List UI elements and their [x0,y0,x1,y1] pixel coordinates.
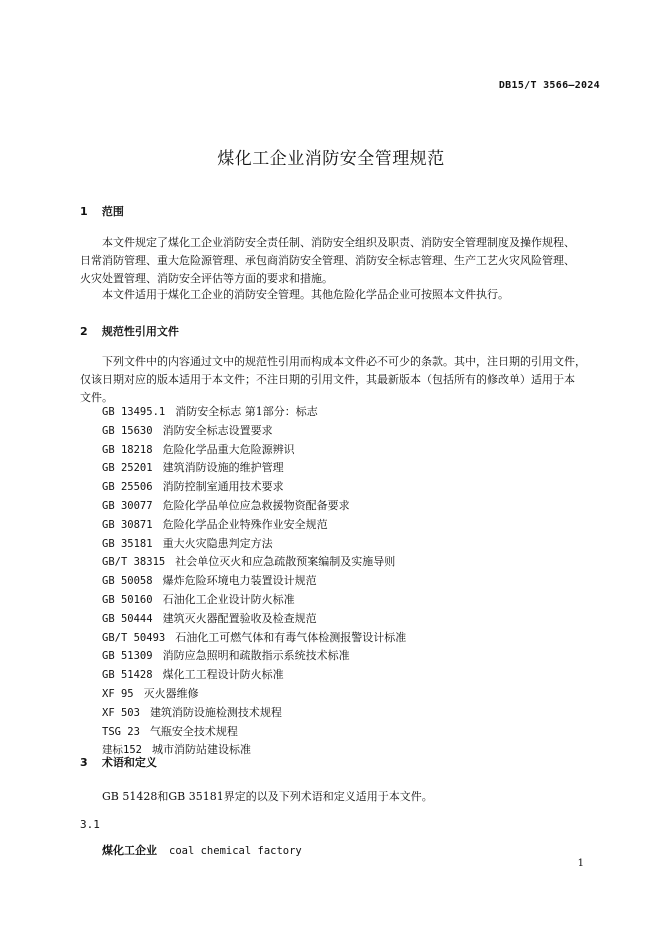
reference-code: GB 30871 [102,518,153,531]
text-line: 仅该日期对应的版本适用于本文件；不注日期的引用文件，其最新版本（包括所有的修改单）适用于本 [80,373,575,386]
text-line: 本文件适用于煤化工企业的消防安全管理。其他危险化学品企业可按照本文件执行。 [102,288,509,301]
reference-code: GB 50058 [102,575,153,588]
text-line: 火灾处置管理、消防安全评估等方面的要求和措施。 [80,272,333,285]
reference-code: GB 13495.1 [102,406,166,418]
reference-code: XF 503 [102,706,140,719]
section-3-intro [80,788,602,806]
text-line: 下列文件中的内容通过文中的规范性引用而构成本文件必不可少的条款。其中，注日期的引用文件， [102,355,586,368]
reference-name: 消防控制室通用技术要求 [162,480,284,494]
text-line: 文件。 [80,391,113,404]
reference-name: 城市消防站建设标准 [151,743,251,757]
reference-code: GB 50160 [102,593,153,606]
reference-name: 消防安全标志 第1部分：标志 [175,405,318,418]
reference-name: 消防应急照明和疏散指示系统技术标准 [162,649,350,663]
section-number: 2 [80,325,88,338]
reference-item [102,685,406,704]
reference-name: 建筑消防设施的维护管理 [162,461,284,475]
normative-references-list [102,403,406,760]
page-number: 1 [577,858,584,869]
reference-item [102,441,406,460]
reference-name: 建筑灭火器配置验收及检查规范 [162,611,317,625]
section-1-heading [80,203,124,219]
reference-code: GB 15630 [102,424,153,437]
reference-code: GB/T 50493 [102,631,166,644]
reference-item [102,572,406,591]
reference-item [102,553,406,572]
term-entry [102,842,302,858]
reference-name: 消防安全标志设置要求 [162,423,273,437]
reference-item [102,459,406,478]
reference-item [102,497,406,516]
reference-item [102,666,406,685]
section-number: 1 [80,205,88,218]
reference-code: GB 18218 [102,443,153,456]
text-line: 日常消防管理、重大危险源管理、承包商消防安全管理、消防安全标志管理、生产工艺火灾风险管理、 [80,254,575,267]
reference-name: 石油化工可燃气体和有毒气体检测报警设计标准 [175,630,407,644]
reference-item [102,610,406,629]
section-3-heading [80,754,157,770]
term-chinese: 煤化工企业 [102,844,157,857]
reference-name: 气瓶安全技术规程 [149,724,238,738]
section-1-paragraph-2 [80,286,602,304]
reference-item [102,422,406,441]
section-number: 3 [80,756,88,769]
section-title: 规范性引用文件 [101,325,179,338]
reference-code: GB 30077 [102,499,153,512]
text-line: GB 51428和GB 35181界定的以及下列术语和定义适用于本文件。 [102,790,433,803]
reference-name: 危险化学品单位应急救援物资配备要求 [162,498,350,512]
document-title: 煤化工企业消防安全管理规范 [217,149,445,169]
reference-name: 建筑消防设施检测技术规程 [149,705,282,719]
reference-code: GB/T 38315 [102,556,166,569]
reference-name: 灭火器维修 [143,686,199,700]
reference-name: 煤化工工程设计防火标准 [162,668,284,682]
reference-item [102,535,406,554]
reference-item [102,723,406,742]
reference-name: 社会单位灭火和应急疏散预案编制及实施导则 [175,555,396,569]
reference-code: TSG 23 [102,725,140,738]
reference-code: 建标152 [102,744,142,757]
term-english: coal chemical factory [169,845,302,857]
reference-item [102,647,406,666]
reference-code: GB 25506 [102,481,153,494]
reference-item [102,478,406,497]
reference-code: GB 25201 [102,462,153,475]
reference-item [102,629,406,648]
reference-code: GB 50444 [102,612,153,625]
reference-item [102,403,406,422]
standard-code: DB15/T 3566—2024 [498,80,600,91]
reference-code: GB 51309 [102,650,153,663]
reference-name: 重大火灾隐患判定方法 [162,536,273,550]
section-2-intro [80,353,602,407]
reference-code: GB 35181 [102,537,153,550]
section-1-paragraph-1 [80,234,602,288]
reference-code: XF 95 [102,687,134,700]
reference-name: 危险化学品企业特殊作业安全规范 [162,517,328,531]
section-title: 术语和定义 [101,756,157,769]
section-title: 范围 [101,205,124,218]
reference-name: 石油化工企业设计防火标准 [162,592,295,606]
reference-code: GB 51428 [102,669,153,682]
reference-item [102,516,406,535]
reference-item [102,704,406,723]
section-2-heading [80,323,179,339]
reference-item [102,591,406,610]
reference-name: 爆炸危险环境电力装置设计规范 [162,574,317,588]
clause-number: 3.1 [80,818,100,831]
reference-name: 危险化学品重大危险源辨识 [162,442,295,456]
text-line: 本文件规定了煤化工企业消防安全责任制、消防安全组织及职责、消防安全管理制度及操作规程、 [102,236,575,249]
